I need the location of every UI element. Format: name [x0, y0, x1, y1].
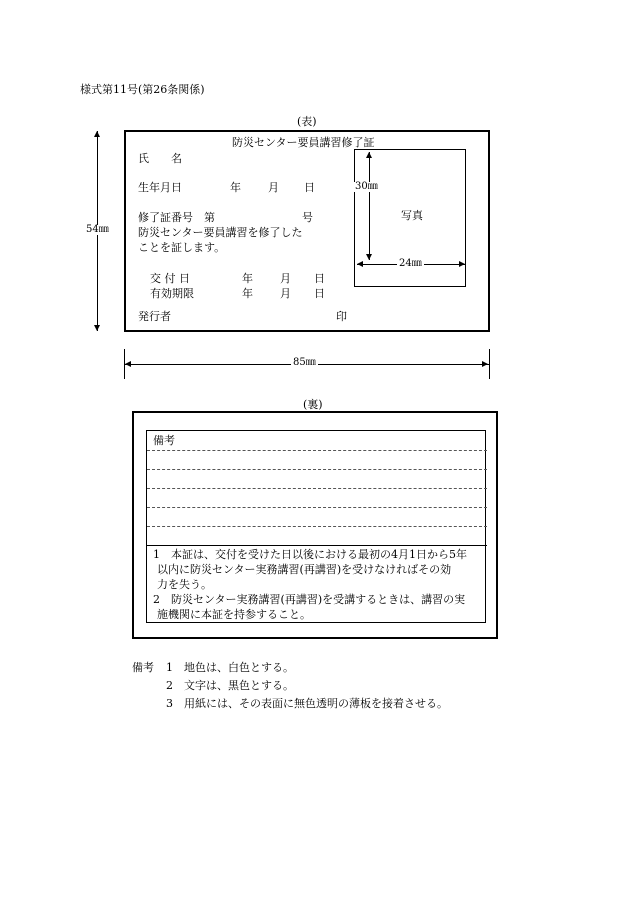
seal-mark: 印 [336, 310, 347, 323]
photo-height-label: 30㎜ [355, 181, 378, 192]
photo-label: 写真 [401, 209, 423, 222]
issue-year: 年 [242, 272, 253, 285]
note-1-line-1: 1 本証は、交付を受けた日以後における最初の4月1日から5年 [153, 548, 467, 561]
issuer-label: 発行者 [138, 310, 171, 323]
issue-month: 月 [280, 272, 291, 285]
footnote-1: 1 地色は、白色とする。 [166, 661, 294, 674]
front-heading: (表) [297, 115, 317, 128]
issue-date-label: 交 付 日 [150, 272, 190, 285]
photo-width-label: 24㎜ [399, 258, 422, 269]
dob-label: 生年月日 [138, 181, 182, 194]
card-width-label: 85㎜ [293, 357, 316, 368]
expiry-year: 年 [242, 287, 253, 300]
front-card [124, 130, 490, 332]
back-card [132, 411, 498, 639]
card-title: 防災センター要員講習修了証 [232, 136, 375, 149]
footnote-2: 2 文字は、黒色とする。 [166, 679, 294, 692]
footnotes-label: 備考 [132, 661, 154, 674]
form-number: 様式第11号(第26条関係) [80, 83, 205, 96]
cert-number-suffix: 号 [302, 211, 313, 224]
dob-month: 月 [268, 181, 279, 194]
note-1-line-3: 力を失う。 [157, 578, 212, 591]
footnote-3: 3 用紙には、その表面に無色透明の薄板を接着させる。 [166, 697, 448, 710]
statement-line-1: 防災センター要員講習を修了した [138, 226, 303, 239]
dob-year: 年 [230, 181, 241, 194]
note-2-line-1: 2 防災センター実務講習(再講習)を受講するときは、講習の実 [153, 593, 466, 606]
statement-line-2: ことを証します。 [138, 241, 226, 254]
note-2-line-2: 施機関に本証を持参すること。 [157, 608, 311, 621]
expiry-day: 日 [314, 287, 325, 300]
cert-number-label: 修了証番号 第 [138, 211, 215, 224]
remarks-label: 備考 [153, 434, 175, 447]
note-1-line-2: 以内に防災センター実務講習(再講習)を受けなければその効 [157, 563, 452, 576]
expiry-label: 有効期限 [150, 287, 194, 300]
dob-day: 日 [304, 181, 315, 194]
issue-day: 日 [314, 272, 325, 285]
remarks-panel [146, 430, 486, 623]
name-label: 氏 名 [138, 152, 182, 165]
card-height-label: 54㎜ [86, 224, 109, 235]
photo-box [354, 149, 466, 287]
expiry-month: 月 [280, 287, 291, 300]
back-heading: (裏) [303, 398, 323, 411]
